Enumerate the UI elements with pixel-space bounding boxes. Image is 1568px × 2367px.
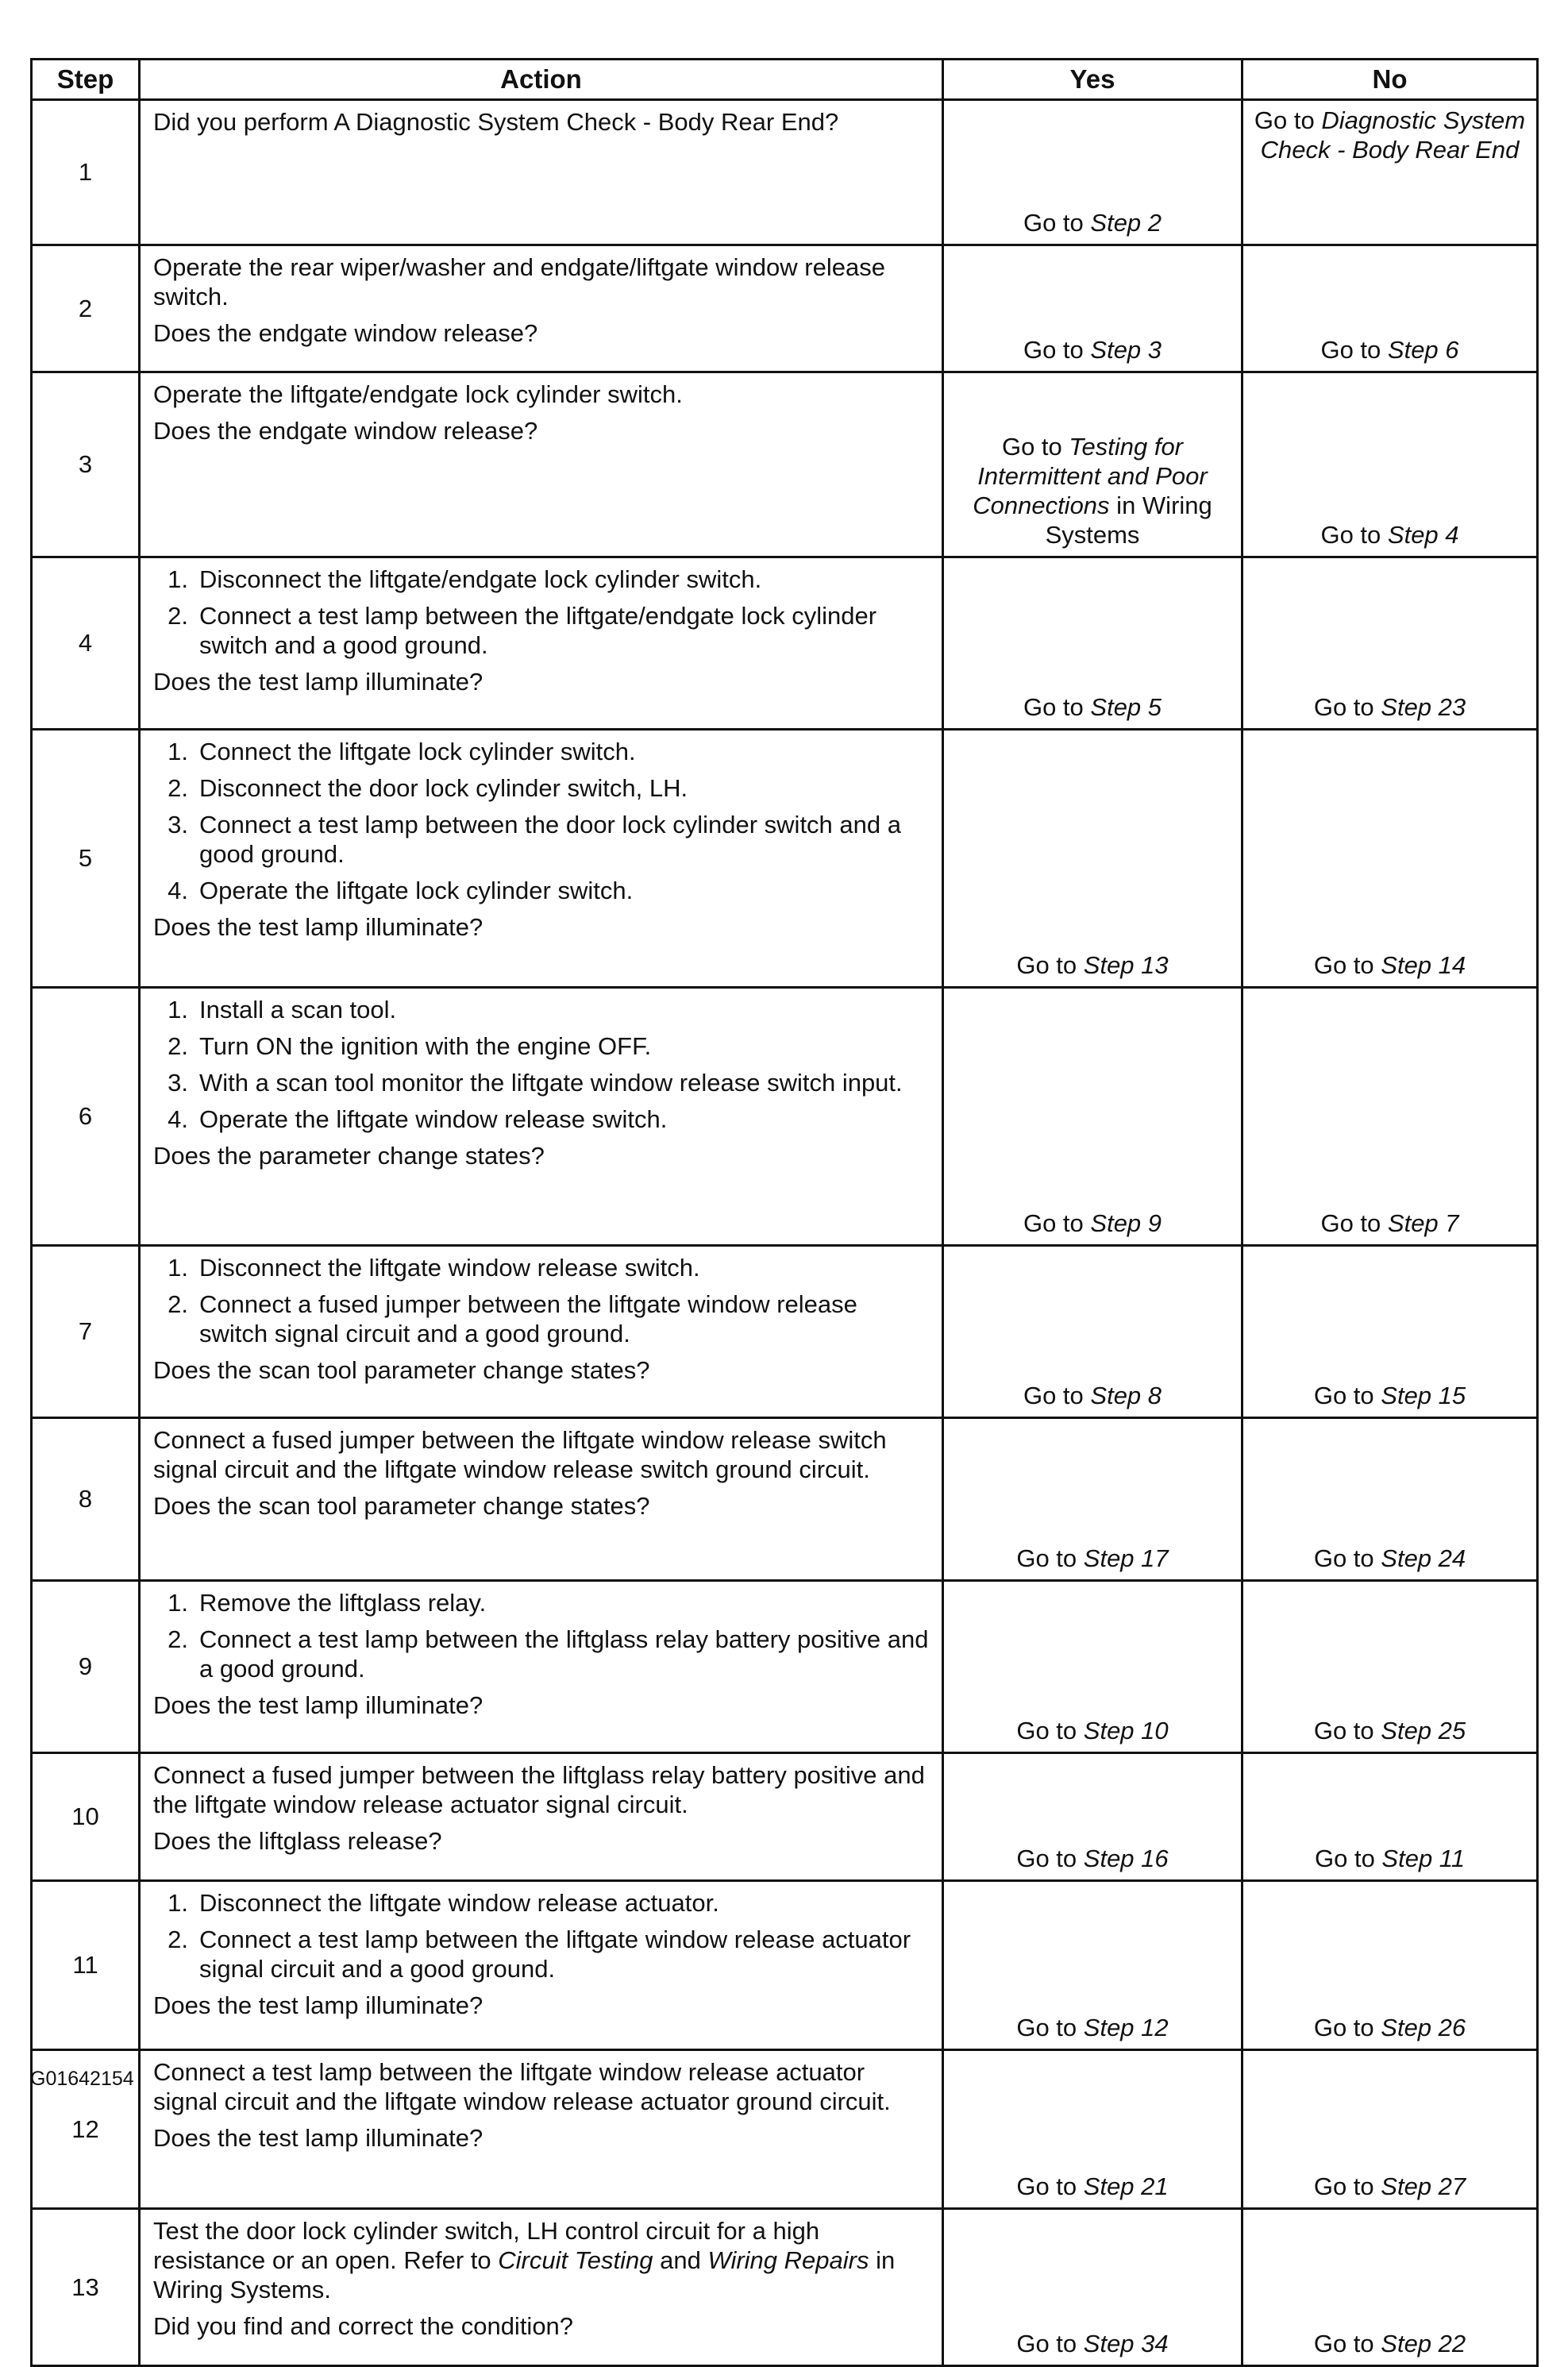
reference-link-text: Step 8: [1090, 1382, 1162, 1409]
reference-link-text: Step 9: [1090, 1209, 1162, 1237]
procedure-item: [153, 1253, 930, 1282]
text-segment: Go to: [1023, 209, 1091, 237]
procedure-item: [153, 876, 930, 905]
table-row: [32, 372, 1538, 557]
table-row: [32, 730, 1538, 988]
header-row: [32, 60, 1538, 100]
reference-link-text: Step 26: [1381, 2014, 1466, 2041]
text-segment: Does the scan tool parameter change states?: [153, 1356, 650, 1384]
item-number: 1.: [168, 565, 188, 593]
action-text: [153, 1425, 930, 1484]
no-cell: [1242, 557, 1538, 730]
header-step: Step: [32, 60, 140, 100]
procedure-list: [153, 1253, 930, 1348]
no-cell: [1242, 1418, 1538, 1581]
text-segment: Does the scan tool parameter change states?: [153, 1492, 650, 1520]
procedure-list: [153, 1588, 930, 1683]
text-segment: Go to: [1314, 1845, 1382, 1872]
text-segment: Go to: [1016, 951, 1084, 979]
action-text: [153, 416, 930, 445]
text-segment: Does the test lamp illuminate?: [153, 668, 483, 696]
action-cell: [140, 1753, 943, 1881]
text-segment: in Wiring Systems: [1045, 492, 1212, 549]
text-segment: Does the test lamp illuminate?: [153, 2124, 483, 2152]
text-segment: Go to: [1016, 1544, 1084, 1572]
procedure-item: [153, 1290, 930, 1348]
text-segment: Go to: [1313, 2330, 1381, 2357]
figure-id: G01642154: [30, 2068, 134, 2090]
action-text: [153, 1491, 930, 1521]
table-row: [32, 2050, 1538, 2209]
step-number: 13: [32, 2209, 140, 2366]
reference-link-text: Diagnostic System Check - Body Rear End: [1260, 106, 1526, 164]
question-text: [153, 912, 930, 942]
procedure-list: [153, 565, 930, 660]
yes-cell: [943, 1881, 1242, 2050]
no-cell: [1242, 988, 1538, 1246]
no-cell: [1242, 2050, 1538, 2209]
item-text: Turn ON the ignition with the engine OFF.: [199, 1032, 652, 1060]
table-row: [32, 245, 1538, 372]
table-row: [32, 1581, 1538, 1753]
text-segment: Connect a fused jumper between the liftgate window release switch signal circuit and the liftgate window release switch ground circuit.: [153, 1426, 887, 1483]
action-cell: [140, 557, 943, 730]
table-row: [32, 2209, 1538, 2366]
table-row: [32, 1246, 1538, 1418]
reference-link-text: Step 25: [1381, 1717, 1466, 1744]
question-text: [153, 667, 930, 696]
step-number: 5: [32, 730, 140, 988]
yes-cell: [943, 1246, 1242, 1418]
item-number: 3.: [168, 811, 188, 838]
reference-link-text: Step 34: [1083, 2330, 1169, 2357]
reference-link-text: Testing for Intermittent and Poor Connections: [973, 433, 1208, 519]
item-number: 4.: [168, 877, 188, 904]
text-segment: Go to: [1254, 106, 1322, 134]
reference-link-text: Step 24: [1381, 1544, 1466, 1572]
yes-cell: [943, 2209, 1242, 2366]
text-segment: Does the test lamp illuminate?: [153, 1691, 483, 1719]
table-row: [32, 988, 1538, 1246]
item-number: 2.: [168, 774, 188, 802]
step-number: 12: [32, 2050, 140, 2209]
text-segment: Does the test lamp illuminate?: [153, 913, 483, 941]
reference-link-text: Step 3: [1090, 336, 1162, 364]
yes-cell: [943, 1418, 1242, 1581]
reference-link-text: Circuit Testing: [498, 2246, 653, 2274]
text-segment: and: [653, 2246, 708, 2274]
procedure-item: [153, 1031, 930, 1061]
text-segment: Go to: [1320, 521, 1388, 549]
text-segment: Go to: [1016, 2014, 1084, 2041]
procedure-item: [153, 810, 930, 869]
procedure-item: [153, 737, 930, 766]
action-cell: [140, 988, 943, 1246]
step-number: 1: [32, 100, 140, 245]
text-segment: Go to: [1016, 1845, 1084, 1872]
reference-link-text: Step 17: [1083, 1544, 1169, 1572]
text-segment: Connect a fused jumper between the liftglass relay battery positive and the liftgate window release actuator signal circuit.: [153, 1761, 925, 1818]
action-text: [153, 318, 930, 348]
text-segment: Go to: [1023, 336, 1091, 364]
text-segment: Go to: [1313, 2172, 1381, 2200]
action-cell: [140, 1246, 943, 1418]
action-text: [153, 107, 930, 137]
yes-cell: [943, 100, 1242, 245]
reference-link-text: Step 6: [1387, 336, 1459, 364]
no-cell: [1242, 1581, 1538, 1753]
step-number: 4: [32, 557, 140, 730]
table-row: [32, 1881, 1538, 2050]
reference-link-text: Step 22: [1381, 2330, 1466, 2357]
item-number: 4.: [168, 1105, 188, 1133]
item-text: Connect a test lamp between the liftgate/endgate lock cylinder switch and a good ground.: [199, 602, 877, 659]
step-number: 3: [32, 372, 140, 557]
table-row: [32, 557, 1538, 730]
text-segment: Operate the liftgate/endgate lock cylinder switch.: [153, 380, 683, 408]
item-text: Install a scan tool.: [199, 996, 397, 1024]
text-segment: Go to: [1313, 2014, 1381, 2041]
item-number: 1.: [168, 1889, 188, 1917]
item-text: With a scan tool monitor the liftgate window release switch input.: [199, 1069, 903, 1097]
text-segment: Go to: [1313, 693, 1381, 721]
text-segment: Go to: [1320, 1209, 1388, 1237]
text-segment: Go to: [1313, 951, 1381, 979]
yes-cell: [943, 1753, 1242, 1881]
item-text: Connect a test lamp between the liftgate window release actuator signal circuit and a good ground.: [199, 1926, 911, 1983]
text-segment: Test the door lock cylinder switch, LH control circuit for a high resistance or an open. Refer to: [153, 2217, 820, 2274]
no-cell: [1242, 100, 1538, 245]
procedure-item: [153, 601, 930, 660]
step-number: 10: [32, 1753, 140, 1881]
no-cell: [1242, 730, 1538, 988]
text-segment: Does the test lamp illuminate?: [153, 1991, 483, 2019]
reference-link-text: Step 7: [1387, 1209, 1459, 1237]
no-cell: [1242, 1246, 1538, 1418]
reference-link-text: Step 14: [1381, 951, 1466, 979]
action-text: [153, 1826, 930, 1856]
item-text: Operate the liftgate lock cylinder switch.: [199, 877, 634, 904]
text-segment: Does the liftglass release?: [153, 1827, 442, 1855]
text-segment: Connect a test lamp between the liftgate window release actuator signal circuit and the liftgate window release actuator ground circuit.: [153, 2058, 891, 2115]
reference-link-text: Step 11: [1381, 1845, 1465, 1872]
item-number: 2.: [168, 602, 188, 630]
item-text: Disconnect the liftgate window release actuator.: [199, 1889, 719, 1917]
item-number: 1.: [168, 1589, 188, 1617]
text-segment: Go to: [1313, 1382, 1381, 1409]
text-segment: Did you find and correct the condition?: [153, 2312, 574, 2340]
action-cell: [140, 245, 943, 372]
text-segment: Go to: [1313, 1544, 1381, 1572]
item-text: Disconnect the door lock cylinder switch, LH.: [199, 774, 688, 802]
action-cell: [140, 2209, 943, 2366]
header-yes: Yes: [943, 60, 1242, 100]
item-number: 1.: [168, 1254, 188, 1282]
no-cell: [1242, 245, 1538, 372]
item-number: 1.: [168, 738, 188, 765]
reference-link-text: Step 2: [1090, 209, 1162, 237]
procedure-list: [153, 1888, 930, 1983]
procedure-item: [153, 565, 930, 594]
question-text: [153, 1141, 930, 1170]
action-cell: [140, 100, 943, 245]
reference-link-text: Wiring Repairs: [707, 2246, 869, 2274]
text-segment: Go to: [1320, 336, 1388, 364]
action-cell: [140, 730, 943, 988]
action-text: [153, 2057, 930, 2116]
table-row: [32, 1418, 1538, 1581]
item-number: 2.: [168, 1290, 188, 1318]
no-cell: [1242, 1881, 1538, 2050]
procedure-item: [153, 773, 930, 803]
item-text: Disconnect the liftgate/endgate lock cylinder switch.: [199, 565, 762, 593]
step-number: 6: [32, 988, 140, 1246]
yes-cell: [943, 988, 1242, 1246]
action-text: [153, 2311, 930, 2341]
action-text: [153, 2123, 930, 2153]
procedure-list: [153, 995, 930, 1134]
step-number: 8: [32, 1418, 140, 1581]
yes-cell: [943, 730, 1242, 988]
text-segment: Go to: [1023, 1382, 1091, 1409]
text-segment: Go to: [1313, 1717, 1381, 1744]
text-segment: Go to: [1023, 1209, 1091, 1237]
item-text: Remove the liftglass relay.: [199, 1589, 487, 1617]
reference-link-text: Step 4: [1387, 521, 1459, 549]
procedure-item: [153, 1068, 930, 1097]
action-cell: [140, 1418, 943, 1581]
step-number: 2: [32, 245, 140, 372]
procedure-item: [153, 1888, 930, 1918]
yes-cell: [943, 557, 1242, 730]
text-segment: Go to: [1001, 433, 1069, 461]
no-cell: [1242, 372, 1538, 557]
yes-cell: [943, 2050, 1242, 2209]
item-text: Disconnect the liftgate window release switch.: [199, 1254, 700, 1282]
text-segment: Go to: [1023, 693, 1091, 721]
item-number: 3.: [168, 1069, 188, 1097]
procedure-item: [153, 995, 930, 1024]
item-text: Connect a test lamp between the door lock cylinder switch and a good ground.: [199, 811, 901, 868]
no-cell: [1242, 1753, 1538, 1881]
header-no: No: [1242, 60, 1538, 100]
action-text: [153, 380, 930, 409]
text-segment: Go to: [1016, 1717, 1084, 1744]
action-text: [153, 253, 930, 311]
reference-link-text: Step 5: [1090, 693, 1162, 721]
yes-cell: [943, 245, 1242, 372]
reference-link-text: Step 12: [1083, 2014, 1169, 2041]
step-number: 11: [32, 1881, 140, 2050]
question-text: [153, 1690, 930, 1720]
reference-link-text: Step 23: [1381, 693, 1466, 721]
item-number: 2.: [168, 1926, 188, 1953]
question-text: [153, 1355, 930, 1385]
action-cell: [140, 372, 943, 557]
action-cell: [140, 1881, 943, 2050]
item-text: Connect a test lamp between the liftglass relay battery positive and a good ground.: [199, 1625, 929, 1683]
header-action: Action: [140, 60, 943, 100]
reference-link-text: Step 27: [1381, 2172, 1466, 2200]
question-text: [153, 1991, 930, 2020]
yes-cell: [943, 1581, 1242, 1753]
reference-link-text: Step 10: [1083, 1717, 1169, 1744]
text-segment: Does the parameter change states?: [153, 1142, 545, 1170]
text-segment: Operate the rear wiper/washer and endgate/liftgate window release switch.: [153, 253, 885, 310]
no-cell: [1242, 2209, 1538, 2366]
procedure-item: [153, 1925, 930, 1983]
step-number: 7: [32, 1246, 140, 1418]
reference-link-text: Step 21: [1083, 2172, 1169, 2200]
action-cell: [140, 1581, 943, 1753]
reference-link-text: Step 15: [1381, 1382, 1466, 1409]
action-text: [153, 1760, 930, 1819]
procedure-list: [153, 737, 930, 905]
item-text: Connect the liftgate lock cylinder switch.: [199, 738, 636, 765]
text-segment: Does the endgate window release?: [153, 417, 538, 445]
item-text: Connect a fused jumper between the liftgate window release switch signal circuit and a good ground.: [199, 1290, 857, 1347]
diagnostic-table: [30, 58, 1539, 2367]
text-segment: Did you perform A Diagnostic System Check - Body Rear End?: [153, 108, 839, 136]
text-segment: Does the endgate window release?: [153, 319, 538, 347]
action-cell: [140, 2050, 943, 2209]
text-segment: Go to: [1016, 2172, 1084, 2200]
step-number: 9: [32, 1581, 140, 1753]
text-segment: Go to: [1016, 2330, 1084, 2357]
procedure-item: [153, 1588, 930, 1617]
procedure-item: [153, 1625, 930, 1683]
item-number: 1.: [168, 996, 188, 1024]
table-body: [32, 100, 1538, 2366]
procedure-item: [153, 1104, 930, 1134]
reference-link-text: Step 13: [1083, 951, 1169, 979]
table-row: [32, 1753, 1538, 1881]
table-row: [32, 100, 1538, 245]
item-number: 2.: [168, 1625, 188, 1653]
action-text: [153, 2216, 930, 2304]
reference-link-text: Step 16: [1083, 1845, 1169, 1872]
yes-cell: [943, 372, 1242, 557]
text-segment: in Wiring Systems.: [153, 2246, 896, 2303]
item-text: Operate the liftgate window release switch.: [199, 1105, 668, 1133]
item-number: 2.: [168, 1032, 188, 1060]
